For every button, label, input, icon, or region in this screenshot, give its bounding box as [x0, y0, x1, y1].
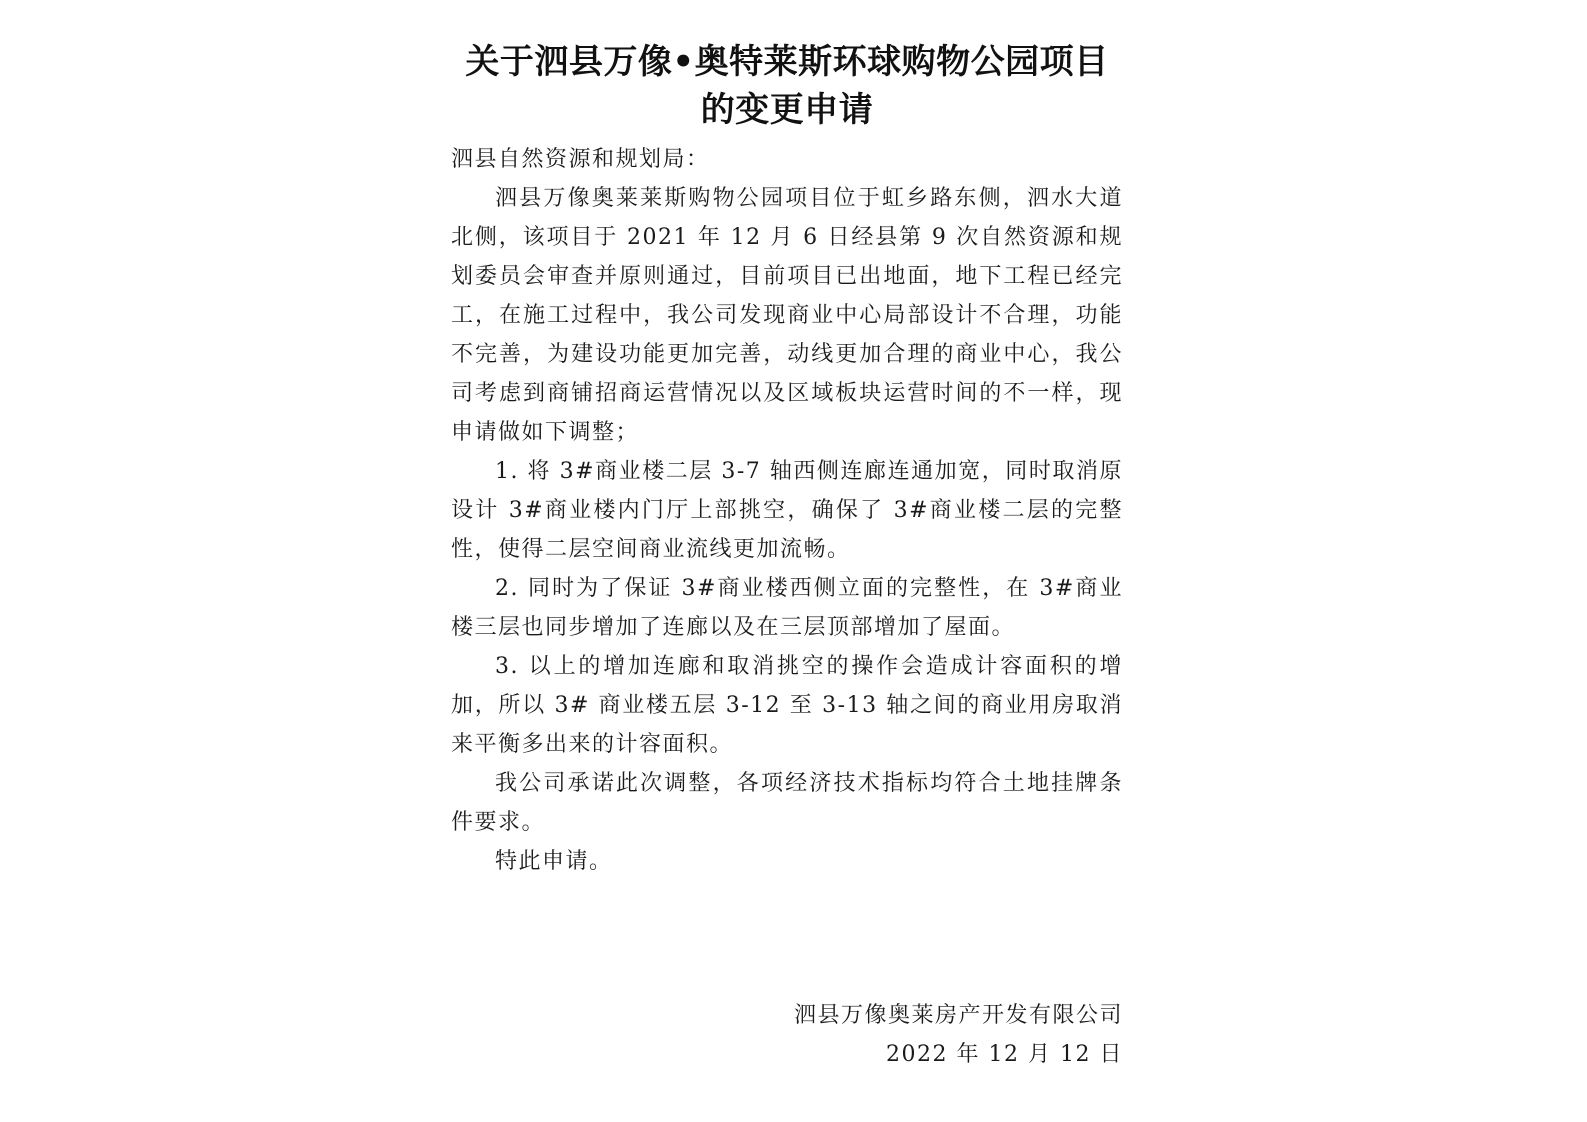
document-page — [451, 38, 1123, 1098]
salutation: 泗县自然资源和规划局： — [451, 147, 710, 172]
paragraph-item-3: 3. 以上的增加连廊和取消挑空的操作会造成计容面积的增加，所以 3# 商业楼五层 3-12 至 3-13 轴之间的商业用房取消来平衡多出来的计容面积。 — [451, 654, 1123, 757]
company-name: 泗县万像奥莱房产开发有限公司 — [793, 1003, 1123, 1028]
title-line-1: 关于泗县万像•奥特莱斯环球购物公园项目 — [465, 42, 1109, 82]
document-date: 2022 年 12 月 12 日 — [886, 1042, 1123, 1067]
title-line-2: 的变更申请 — [700, 90, 874, 130]
document-title — [451, 38, 1123, 134]
paragraph-commitment: 我公司承诺此次调整，各项经济技术指标均符合土地挂牌条件要求。 — [451, 771, 1123, 835]
paragraph-item-1: 1. 将 3#商业楼二层 3-7 轴西侧连廊连通加宽，同时取消原设计 3#商业楼内门厅上部挑空，确保了 3#商业楼二层的完整性，使得二层空间商业流线更加流畅。 — [451, 459, 1123, 562]
paragraph-item-2: 2. 同时为了保证 3#商业楼西侧立面的完整性，在 3#商业楼三层也同步增加了连廊以及在三层顶部增加了屋面。 — [451, 576, 1123, 640]
document-body — [451, 140, 1123, 881]
paragraph-request: 特此申请。 — [495, 849, 613, 874]
signature-block — [794, 996, 1123, 1074]
paragraph-intro: 泗县万像奥莱莱斯购物公园项目位于虹乡路东侧，泗水大道北侧，该项目于 2021 年 12 月 6 日经县第 9 次自然资源和规划委员会审查并原则通过，目前项目已出地面，地下工程已经完工，在施工过程中，我公司发现商业中心局部设计不合理，功能不完善，为建设功能更加完善，动线更加合理的商业中心，我公司考虑到商铺招商运营情况以及区域板块运营时间的不一样，现申请做如下调整； — [451, 186, 1123, 445]
